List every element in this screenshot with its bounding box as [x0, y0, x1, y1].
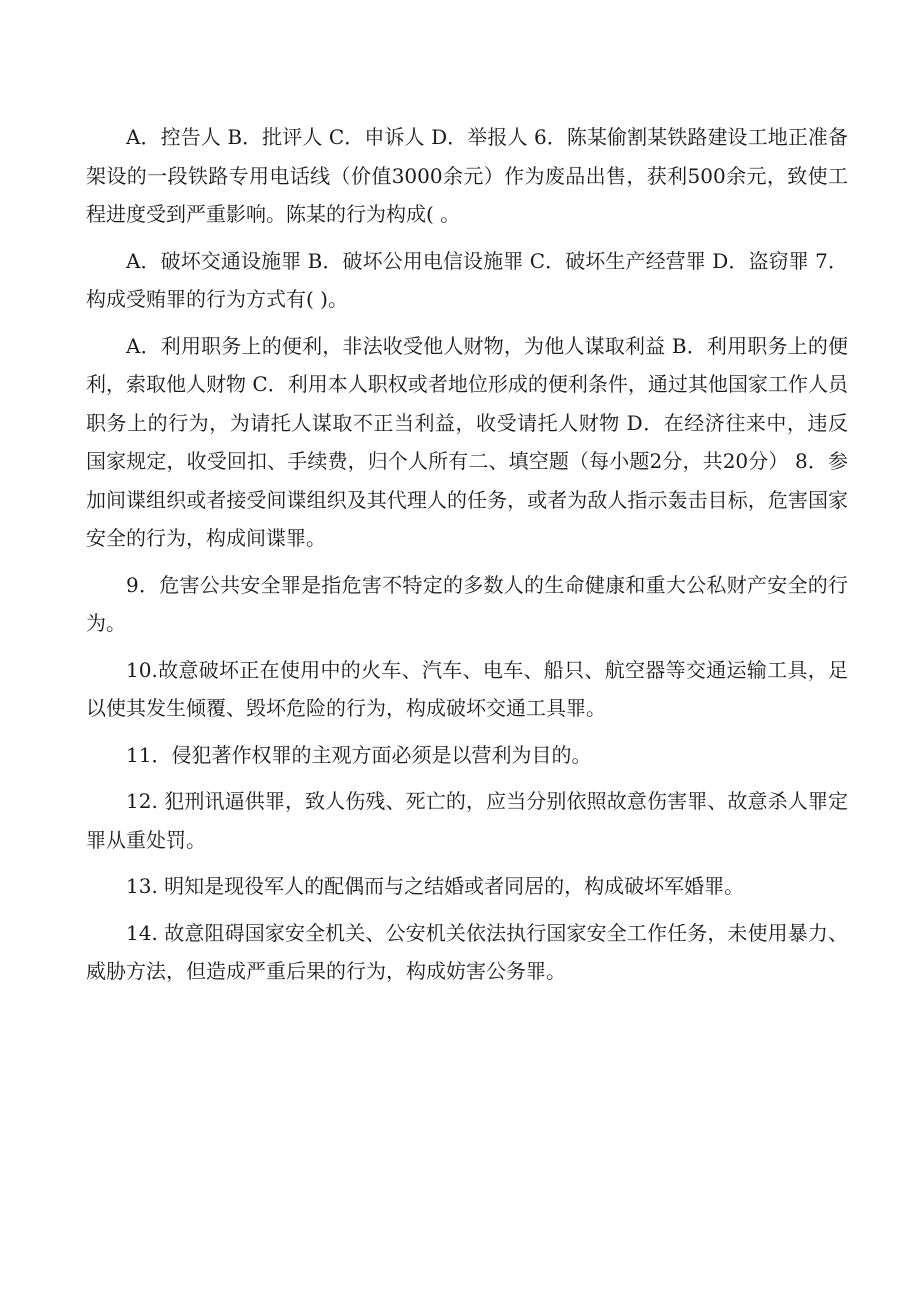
paragraph-item-10: 10.故意破坏正在使用中的火车、汽车、电车、船只、航空器等交通运输工具，足以使其发生倾覆、毁坏危险的行为，构成破坏交通工具罪。: [86, 657, 848, 720]
paragraph-options-fill-in-8: A．利用职务上的便利，非法收受他人财物，为他人谋取利益 B．利用职务上的便利，索取他人财物 C．利用本人职权或者地位形成的便利条件，通过其他国家工作人员职务上的行为，为请托人谋取不正当利益，收受请托人财物 D．在经济往来中，违反国家规定，收受回扣、手续费，归个人所有二、填空题（每小题2分，共20分） 8．参加间谍组织或者接受间谍组织及其代理人的任务，或者为敌人指示轰击目标，危害国家安全的行为，构成间谍罪。: [86, 333, 848, 550]
paragraph-options-question-7: A．破坏交通设施罪 B．破坏公用电信设施罪 C．破坏生产经营罪 D．盗窃罪 7．构成受贿罪的行为方式有( )。: [86, 248, 848, 311]
paragraph-item-13: 13. 明知是现役军人的配偶而与之结婚或者同居的，构成破坏军婚罪。: [126, 874, 745, 898]
paragraph-item-9: 9．危害公共安全罪是指危害不特定的多数人的生命健康和重大公私财产安全的行为。: [86, 572, 848, 635]
paragraph-item-14: 14. 故意阻碍国家安全机关、公安机关依法执行国家安全工作任务，未使用暴力、威胁方法，但造成严重后果的行为，构成妨害公务罪。: [86, 920, 848, 983]
paragraph-item-12: 12. 犯刑讯逼供罪，致人伤残、死亡的，应当分别依照故意伤害罪、故意杀人罪定罪从重处罚。: [86, 789, 848, 852]
document-body: [86, 118, 848, 999]
paragraph-options-question-6: A．控告人 B．批评人 C．申诉人 D．举报人 6．陈某偷割某铁路建设工地正准备架设的一段铁路专用电话线（价值3000余元）作为废品出售，获利500余元，致使工程进度受到严重影响。陈某的行为构成( 。: [86, 125, 848, 226]
paragraph-item-11: 11．侵犯著作权罪的主观方面必须是以营利为目的。: [126, 742, 592, 767]
